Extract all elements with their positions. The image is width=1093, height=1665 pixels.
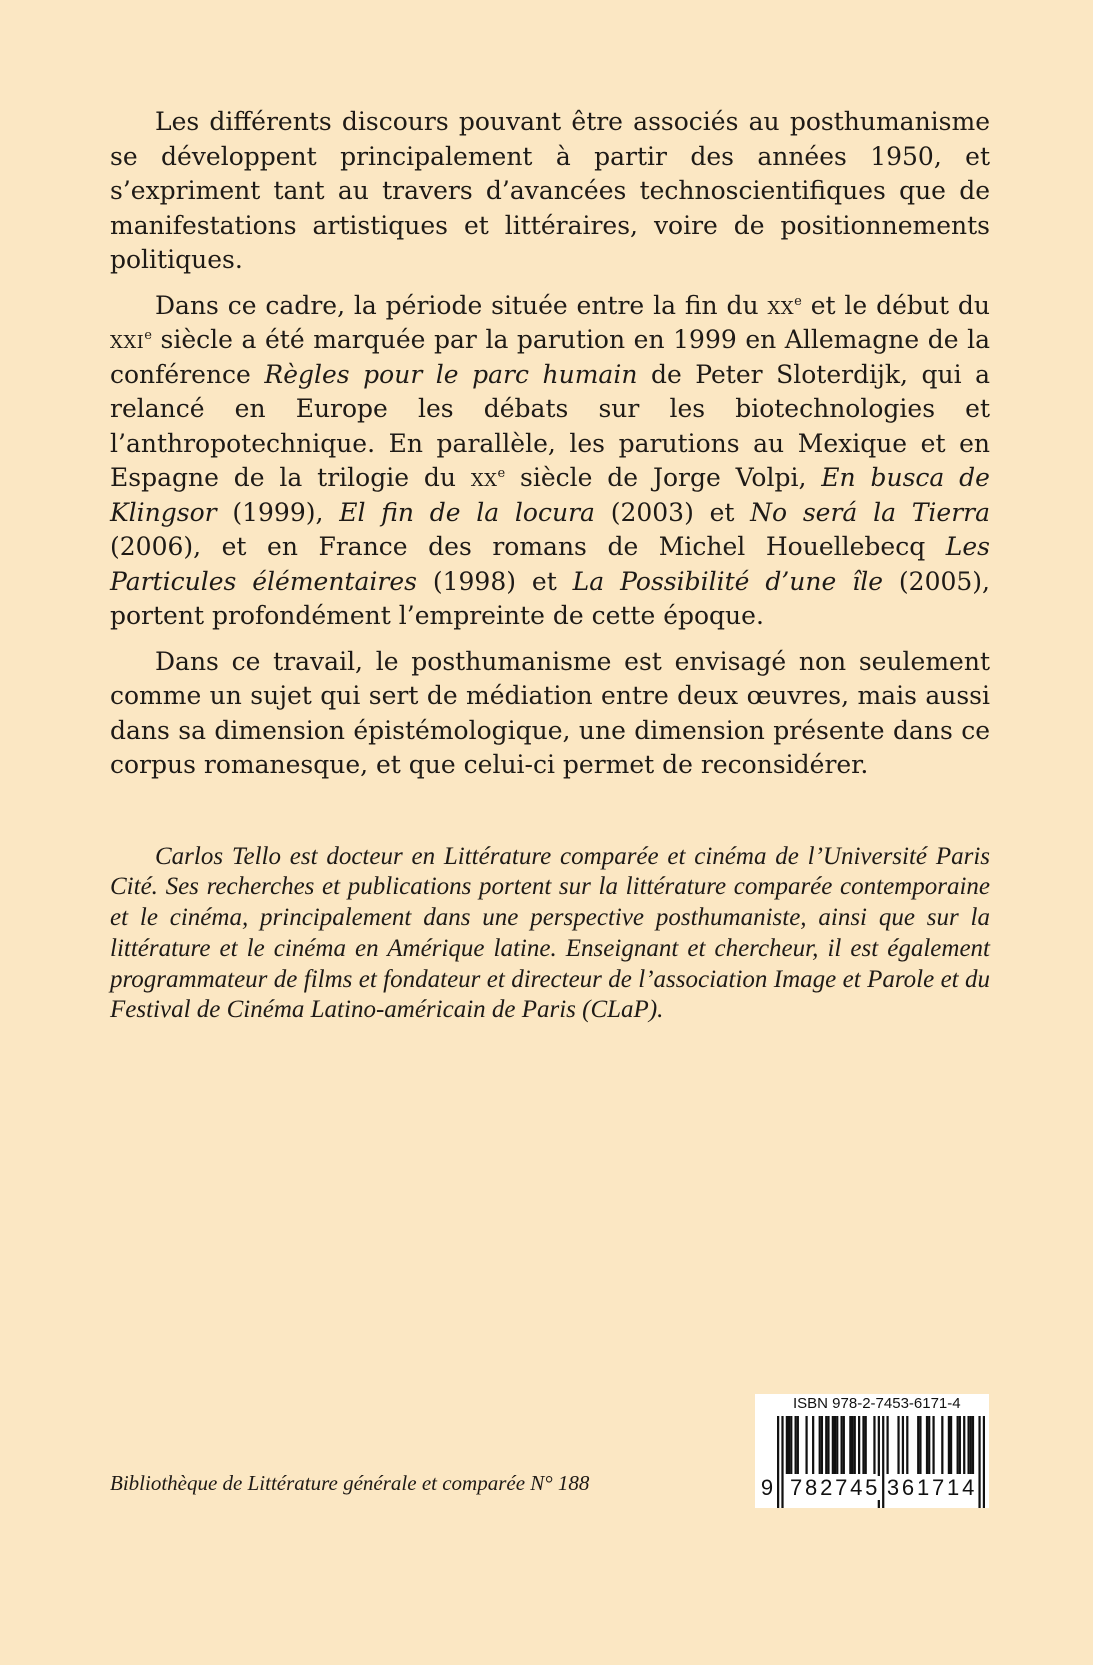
barcode-bar — [797, 1416, 799, 1474]
context-text-h: (2006), et en France des romans de Michel Houellebecq — [110, 532, 946, 561]
barcode-bar — [919, 1416, 921, 1474]
barcode-bar — [948, 1416, 950, 1474]
barcode-bar — [928, 1416, 930, 1474]
barcode-bar — [882, 1416, 884, 1508]
work-title: No será la Tierra — [750, 497, 991, 527]
context-text-e: siècle de Jorge Volpi, — [505, 463, 822, 492]
barcode-bar — [983, 1416, 985, 1508]
barcode-bar — [926, 1416, 928, 1474]
author-bio-text: Carlos Tello est docteur en Littérature comparée et cinéma de l’Université Paris Cité. Ses recherches et publications portent sur la littérature comparée contemporaine et le cinéma, principalement dans une perspective posthumaniste, ainsi que sur la littérature et le cinéma en Amérique latine. Enseignant et chercheur, il est également programmateur de films et fondateur et directeur de l’association Image et Parole et du Festival de Cinéma Latino-américain de Paris (CLaP). — [110, 842, 990, 1024]
barcode-bar — [941, 1416, 943, 1474]
barcode-bar — [873, 1416, 875, 1474]
barcode-bar — [957, 1416, 959, 1474]
barcode-bar — [858, 1416, 860, 1474]
century-numeral: xxi — [110, 325, 145, 354]
context-text-g: (2003) et — [594, 497, 751, 527]
series-name: Bibliothèque de Littérature générale et comparée N° 188 — [110, 1471, 590, 1495]
barcode-bar — [970, 1416, 972, 1474]
barcode-digits-left: 782745 — [790, 1475, 881, 1500]
barcode-bar — [932, 1416, 934, 1474]
thesis-paragraph-text: Dans ce travail, le posthumanisme est envisagé non seulement comme un sujet qui sert de médiation entre deux œuvres, mais aussi dans sa dimension épistémologique, une dimension présente dans ce corpus romanesque, et que celui-ci permet de reconsidérer. — [110, 646, 990, 779]
barcode-bar — [959, 1416, 961, 1474]
context-text-a: Dans ce cadre, la période située entre la fin du — [155, 290, 768, 320]
century-numeral: xx — [470, 463, 498, 492]
barcode-bar — [840, 1416, 842, 1474]
barcode-bar — [781, 1416, 783, 1508]
context-text-d: de Peter Sloterdijk, qui a relancé en Europe les débats sur les biotechnologies et l’anthropotechnique. En parallèle, les parutions au Mexique et en Espagne de la trilogie du — [110, 359, 991, 492]
barcode-bar — [862, 1416, 864, 1474]
century-superscript: e — [794, 293, 802, 309]
century-superscript: e — [144, 328, 152, 343]
work-title: En busca de Klingsor — [110, 463, 990, 527]
barcode-bar — [851, 1416, 853, 1474]
work-title: El fin de la locura — [339, 497, 595, 527]
intro-paragraph — [110, 105, 990, 278]
context-text-i: (1998) et — [416, 566, 573, 596]
barcode-bar — [777, 1416, 779, 1508]
work-title: La Possibilité d’une île — [572, 566, 883, 596]
barcode-bar — [849, 1416, 851, 1474]
barcode-bar — [963, 1416, 965, 1474]
barcode-digit-first: 9 — [760, 1475, 774, 1500]
context-paragraph — [110, 289, 990, 634]
barcode-bar — [795, 1416, 797, 1474]
context-text-b: et le début du — [801, 290, 990, 320]
thesis-paragraph — [110, 645, 990, 783]
barcode-bar — [825, 1416, 827, 1474]
barcode-bar — [786, 1416, 788, 1474]
barcode-bar — [950, 1416, 952, 1474]
century-superscript: e — [497, 466, 506, 481]
barcode-bar — [917, 1416, 919, 1474]
barcode-bar — [812, 1416, 814, 1474]
barcode-bar — [854, 1416, 856, 1474]
barcode-bar — [788, 1416, 790, 1474]
barcode-bar — [819, 1416, 821, 1474]
author-bio — [110, 842, 990, 1027]
barcode-bar — [972, 1416, 974, 1474]
barcode-bar — [886, 1416, 888, 1474]
barcode-bar — [836, 1416, 838, 1474]
intro-paragraph-text: Les différents discours pouvant être associés au posthumanisme se développent principalement à partir des années 1950, et s’expriment tant au travers d’avancées technoscientifiques que de manifestations artistiques et littéraires, voire de positionnements politiques. — [110, 107, 990, 274]
context-text-f: (1999), — [216, 497, 340, 527]
barcode-bar — [790, 1416, 792, 1474]
barcode-bar — [978, 1416, 980, 1508]
work-title: Règles pour le parc humain — [264, 359, 638, 389]
century-numeral: xx — [767, 290, 795, 320]
barcode-bar — [832, 1416, 834, 1474]
barcode-bar — [827, 1416, 829, 1474]
barcode-bar — [906, 1416, 908, 1474]
barcode-bar — [805, 1416, 807, 1474]
barcode-bar — [821, 1416, 823, 1474]
context-text-c: siècle a été marquée par la parution en 1999 en Allemagne de la conférence — [110, 325, 990, 389]
barcode-bar — [902, 1416, 904, 1474]
work-title: Les Particules élémentaires — [110, 532, 990, 596]
isbn-label: ISBN 978-2-7453-6171-4 — [793, 1395, 961, 1412]
barcode-bar — [834, 1416, 836, 1474]
barcode-bar — [843, 1416, 845, 1474]
barcode-bar — [865, 1416, 867, 1474]
context-text-j: (2005), portent profondément l’empreinte de cette époque. — [110, 566, 990, 630]
barcode-digits-right: 361714 — [886, 1475, 978, 1500]
barcode-bar — [897, 1416, 899, 1474]
barcode-bar — [967, 1416, 969, 1474]
